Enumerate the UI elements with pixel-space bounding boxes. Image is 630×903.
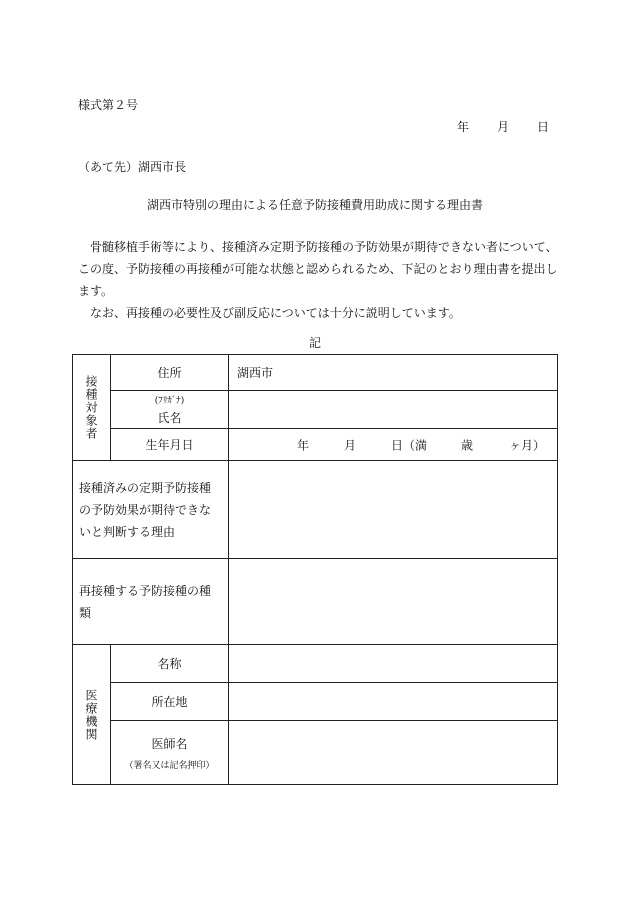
body-paragraph-2: なお、再接種の必要性及び副反応については十分に説明しています。 xyxy=(90,306,461,320)
body-paragraph-1: 骨髄移植手術等により、接種済み定期予防接種の予防効果が期待できない者について、この度、予防接種の再接種が可能な状態と認められるため、下記のとおり理由書を提出します。 xyxy=(78,240,558,298)
institution-name-label: 名称 xyxy=(111,645,229,683)
dob-month: 月 xyxy=(344,438,357,452)
vaccine-type-label: 再接種する予防接種の種類 xyxy=(73,559,229,645)
dob-age: 歳 xyxy=(461,438,474,452)
dob-months: ヶ月） xyxy=(509,438,546,452)
addressee: （あて先）湖西市長 xyxy=(78,160,187,174)
dob-label: 生年月日 xyxy=(111,429,229,461)
vaccine-type-field[interactable] xyxy=(229,559,558,645)
body-text xyxy=(78,236,558,324)
reason-field[interactable] xyxy=(229,461,558,559)
date-year: 年 xyxy=(456,120,469,134)
dob-day-age-open: 日（満 xyxy=(391,438,428,452)
doctor-note: （署名又は記名押印） xyxy=(124,760,215,771)
document-title: 湖西市特別の理由による任意予防接種費用助成に関する理由書 xyxy=(146,198,483,212)
dob-field[interactable] xyxy=(229,429,558,461)
form-number: 様式第２号 xyxy=(78,98,139,112)
address-label: 住所 xyxy=(111,355,229,391)
subject-group-label: 接種対象者 xyxy=(84,375,98,440)
institution-address-label: 所在地 xyxy=(111,683,229,721)
address-field[interactable]: 湖西市 xyxy=(229,355,558,391)
subject-group-cell xyxy=(73,355,111,461)
name-label: 氏名 xyxy=(157,411,182,425)
submission-date xyxy=(457,118,549,135)
doctor-label-cell xyxy=(111,721,229,785)
dob-year: 年 xyxy=(297,438,310,452)
furigana-label: (ﾌﾘｶﾞﾅ) xyxy=(154,396,185,406)
application-form-table xyxy=(72,354,558,785)
reason-label: 接種済みの定期予防接種の予防効果が期待できないと判断する理由 xyxy=(73,461,229,559)
institution-group-cell xyxy=(73,645,111,785)
name-field[interactable] xyxy=(229,391,558,429)
name-label-cell xyxy=(111,391,229,429)
institution-group-label: 医療機関 xyxy=(84,688,98,741)
date-day: 日 xyxy=(536,120,549,134)
ki-marker: 記 xyxy=(308,336,321,350)
doctor-label: 医師名 xyxy=(151,736,188,751)
doctor-field[interactable] xyxy=(229,721,558,785)
date-month: 月 xyxy=(496,120,509,134)
institution-name-field[interactable] xyxy=(229,645,558,683)
institution-address-field[interactable] xyxy=(229,683,558,721)
